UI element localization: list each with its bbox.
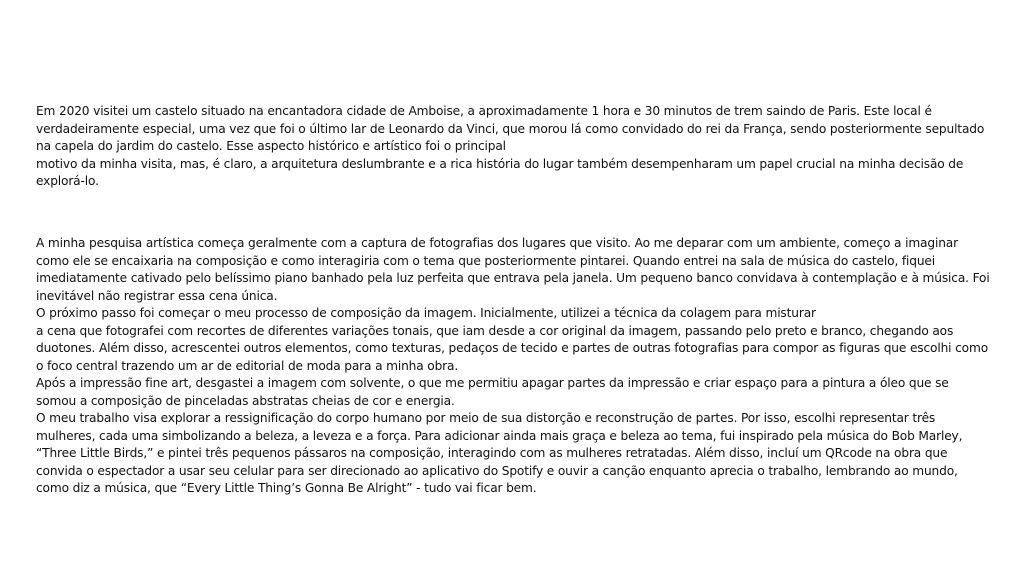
paragraph: motivo da minha visita, mas, é claro, a arquitetura deslumbrante e a rica história do lugar também desempenharam um papel crucial na minha decisão de explorá-lo. — [36, 156, 964, 188]
text-block-visit — [36, 103, 992, 191]
paragraph: a cena que fotografei com recortes de diferentes variações tonais, que iam desde a cor original da imagem, passando pelo preto e branco, chegando aos duotones. Além disso, acrescentei outros elementos, como texturas, pedaços de tecido e partes de outras fotografias para compor as figuras que escolhi como o foco central trazendo um ar de editorial de moda para a minha obra. — [36, 323, 989, 373]
paragraph: O meu trabalho visa explorar a ressignificação do corpo humano por meio de sua distorção e reconstrução de partes. Por isso, escolhi representar três mulheres, cada uma simbolizando a beleza, a leveza e a força. Para adicionar ainda mais graça e beleza ao tema, fui inspirado pela música do Bob Marley, “Three Little Birds,” e pintei três pequenos pássaros na composição, interagindo com as mulheres retratadas. Além disso, incluí um QRcode na obra que convida o espectador a usar seu celular para ser direcionado ao aplicativo do Spotify e ouvir a canção enquanto aprecia o trabalho, lembrando ao mundo, como diz a música, que “Every Little Thing’s Gonna Be Alright” - tudo vai ficar bem. — [36, 411, 963, 495]
paragraph: A minha pesquisa artística começa geralmente com a captura de fotografias dos lugares que visito. Ao me deparar com um ambiente, começo a imaginar como ele se encaixaria na composição e como interagiria com o tema que posteriormente pintarei. Quando entrei na sala de música do castelo, fiquei imediatamente cativado pelo belíssimo piano banhado pela luz perfeita que entrava pela janela. Um pequeno banco convidava à contemplação e à música. Foi inevitável não registrar essa cena única. — [36, 236, 990, 303]
text-block-process — [36, 235, 992, 498]
paragraph: Após a impressão fine art, desgastei a imagem com solvente, o que me permitiu apagar partes da impressão e criar espaço para a pintura a óleo que se somou a composição de pinceladas abstratas cheias de cor e energia. — [36, 376, 949, 408]
paragraph: O próximo passo foi começar o meu processo de composição da imagem. Inicialmente, utilizei a técnica da colagem para misturar — [36, 306, 816, 320]
paragraph: Em 2020 visitei um castelo situado na encantadora cidade de Amboise, a aproximadamente 1 hora e 30 minutos de trem saindo de Paris. Este local é verdadeiramente especial, uma vez que foi o último lar de Leonardo da Vinci, que morou lá como convidado do rei da França, sendo posteriormente sepultado na capela do jardim do castelo. Esse aspecto histórico e artístico foi o principal — [36, 104, 985, 153]
